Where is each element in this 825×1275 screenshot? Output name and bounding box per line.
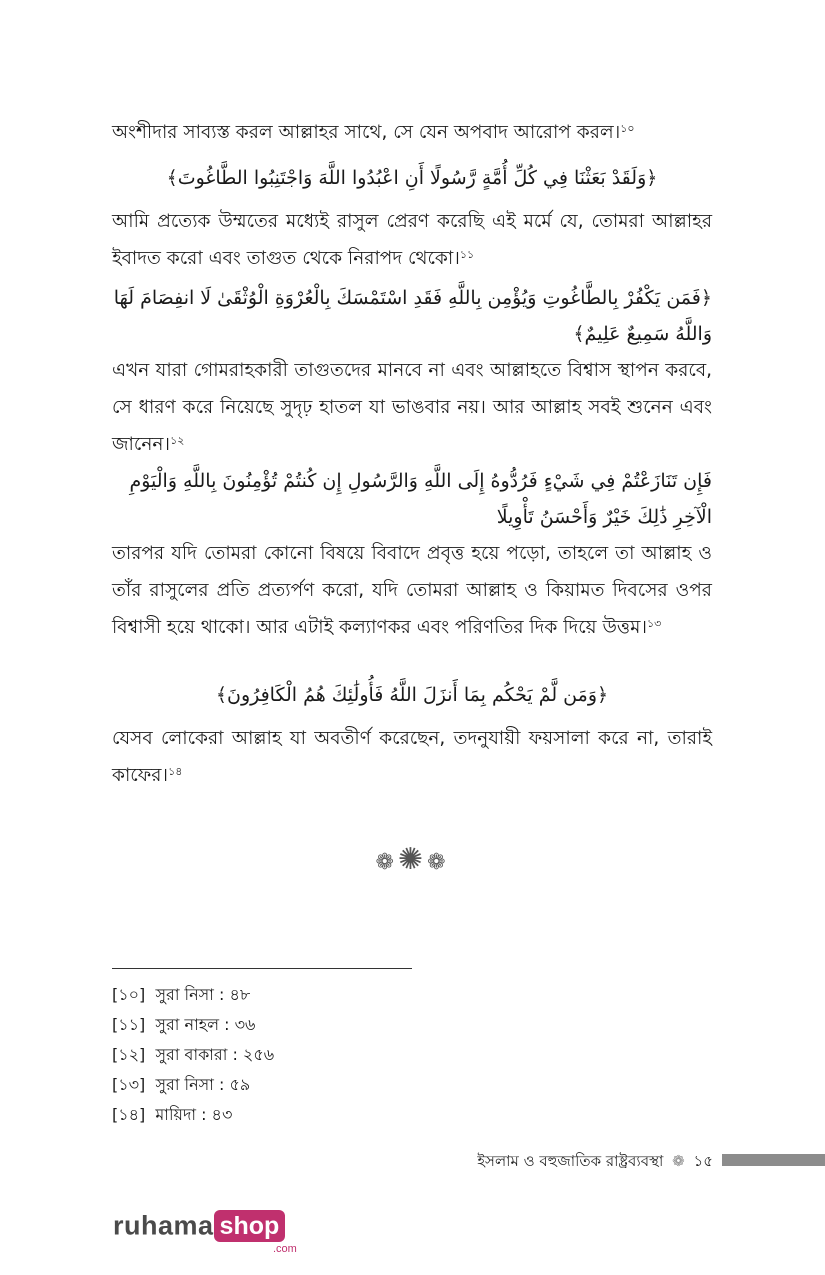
paragraph-4: তারপর যদি তোমরা কোনো বিষয়ে বিবাদে প্রবৃত্ত হয়ে পড়ো, তাহলে তা আল্লাহ ও তাঁর রাসুলের প্রতি প্রত্যর্পণ করো, যদি তোমরা আল্লাহ ও কিয়ামত দিবসের ওপর বিশ্বাসী হয়ে থাকো। আর এটাই কল্যাণকর এবং পরিণতির দিক দিয়ে উত্তম।$^{১৩}$ [112,543,712,638]
quran-verse-4: ﴿وَمَن لَّمْ يَحْكُم بِمَا أَنزَلَ اللَّهُ فَأُولَٰئِكَ هُمُ الْكَافِرُونَ﴾ [215,684,609,706]
quran-verse-2: ﴿فَمَن يَكْفُرْ بِالطَّاغُوتِ وَيُؤْمِن بِاللَّهِ فَقَدِ اسْتَمْسَكَ بِالْعُرْوَةِ الْوُثْقَىٰ لَا انفِصَامَ لَهَا وَاللَّهُ سَمِيعٌ عَلِيمٌ﴾ [113,287,712,345]
running-footer [477,1150,713,1175]
book-title: ইসলাম ও বহুজাতিক রাষ্ট্রব্যবস্থা [477,1152,664,1170]
footnote-item: [১৩] সুরা নিসা : ৫৯ [112,1075,251,1094]
ruhamashop-logo [113,1210,297,1255]
footnote-ref-14: ১৪ [168,765,183,778]
footnote-item: [১০] সুরা নিসা : ৪৮ [112,985,251,1004]
section-ornament [0,842,825,877]
footnote-ref-12: ১২ [170,434,185,447]
flower-icon: ❁ [427,850,450,875]
footnote-ref-10: ১০ [620,122,635,135]
flower-icon-large: ✺ [397,842,428,877]
footnote-item: [১৪] মায়িদা : ৪৩ [112,1105,233,1124]
footnote-ref-13: ১৩ [646,617,662,630]
footnote-item: [১২] সুরা বাকারা : ২৫৬ [112,1045,275,1064]
paragraph-5: যেসব লোকেরা আল্লাহ যা অবতীর্ণ করেছেন, তদনুযায়ী ফয়সালা করে না, তারাই কাফের।$^{১৪}$ [112,728,712,786]
logo-ruhama-text: ruhama [113,1210,214,1241]
quran-verse-3: فَإِن تَنَازَعْتُمْ فِي شَيْءٍ فَرُدُّوهُ إِلَى اللَّهِ وَالرَّسُولِ إِن كُنتُمْ تُؤْمِنُونَ بِاللَّهِ وَالْيَوْمِ الْآخِرِ ذَٰلِكَ خَيْرٌ وَأَحْسَنُ تَأْوِيلًا [129,470,712,528]
footnote-item: [১১] সুরা নাহল : ৩৬ [112,1015,256,1034]
footer-bar [722,1154,825,1166]
flower-icon: ❁ [375,850,398,875]
footnote-ref-11: ১১ [459,248,475,261]
logo-shop-badge: shop [214,1210,286,1242]
paragraph-3: এখন যারা গোমরাহকারী তাগুতদের মানবে না এবং আল্লাহতে বিশ্বাস স্থাপন করবে, সে ধারণ করে নিয়েছে সুদৃঢ় হাতল যা ভাঙবার নয়। আর আল্লাহ সবই শুনেন এবং জানেন।$^{১২}$ [112,360,712,455]
paragraph-2: আমি প্রত্যেক উম্মতের মধ্যেই রাসুল প্রেরণ করেছি এই মর্মে যে, তোমরা আল্লাহর ইবাদত করো এবং তাগুত থেকে নিরাপদ থেকো।$^{১১}$ [112,211,712,269]
footnote-divider [112,968,412,969]
page-number: ১৫ [693,1152,713,1170]
footnote-list [112,980,274,1130]
logo-com-text: .com [273,1243,297,1255]
paragraph-1: অংশীদার সাব্যস্ত করল আল্লাহর সাথে, সে যেন অপবাদ আরোপ করল।$^{১০}$ [112,122,635,143]
flower-icon: ❁ [672,1152,685,1170]
quran-verse-1: ﴿وَلَقَدْ بَعَثْنَا فِي كُلِّ أُمَّةٍ رَّسُولًا أَنِ اعْبُدُوا اللَّهَ وَاجْتَنِبُوا الطَّاغُوتَ﴾ [166,167,658,189]
